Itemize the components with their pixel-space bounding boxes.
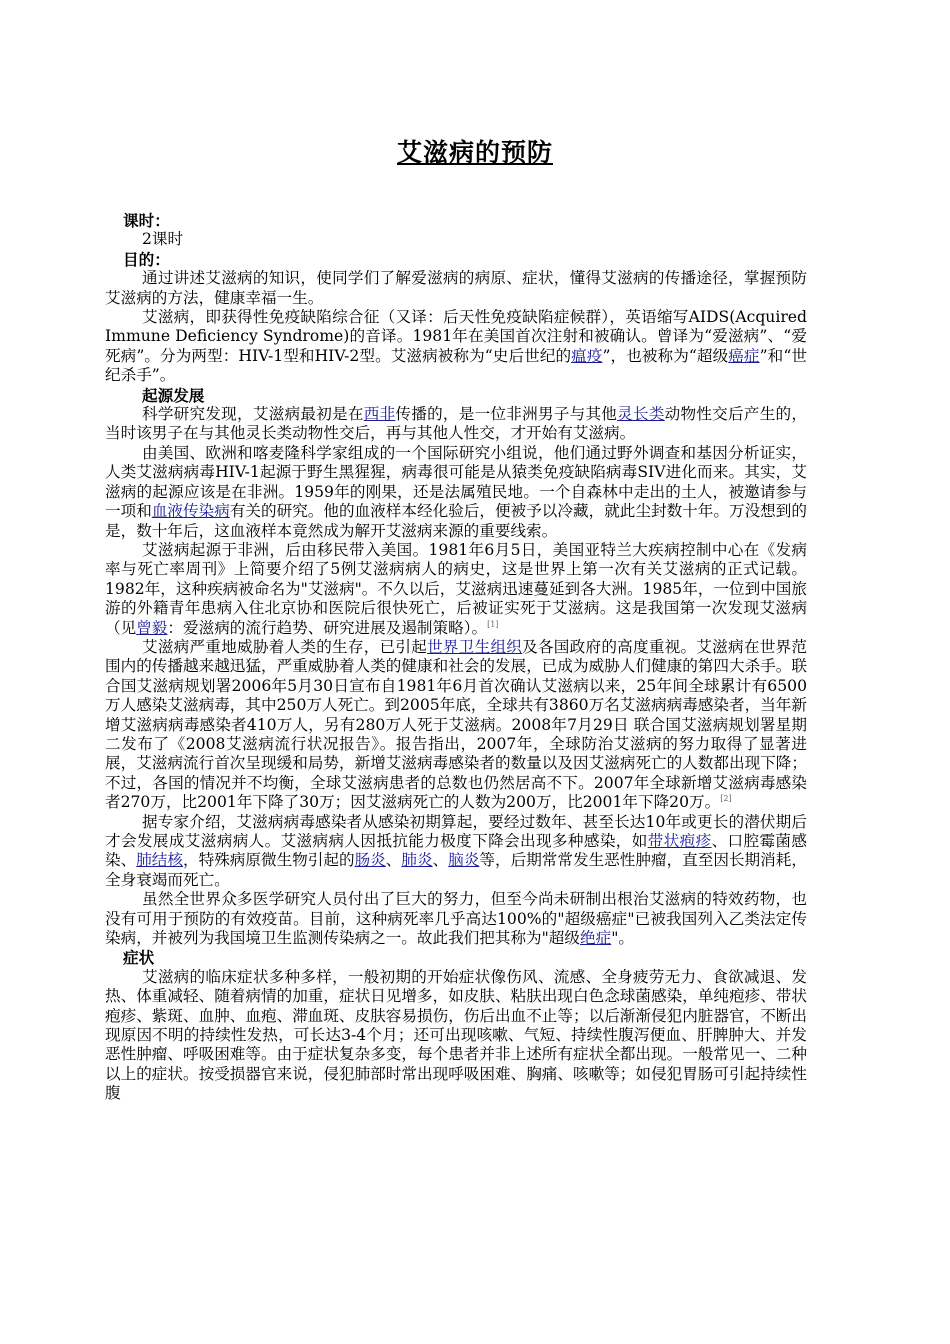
origin-paragraph-3 <box>105 541 807 638</box>
origin-paragraph-1 <box>105 405 807 444</box>
link-aizheng[interactable]: 癌症 <box>728 346 760 365</box>
origin-paragraph-5 <box>105 813 807 891</box>
origin-paragraph-4 <box>105 638 807 813</box>
origin-heading: 起源发展 <box>142 385 205 405</box>
document-body <box>105 211 807 1104</box>
link-naoyan[interactable]: 脑炎 <box>448 851 480 870</box>
mudi-paragraph: 通过讲述艾滋病的知识，使同学们了解爱滋病的病原、症状，懂得艾滋病的传播途径，掌握预防艾滋病的方法，健康幸福一生。 <box>105 269 807 307</box>
link-lingzhanglei[interactable]: 灵长类 <box>617 405 665 424</box>
link-daizhuang-paozhen[interactable]: 带状疱疹 <box>647 832 712 850</box>
origin-paragraph-6 <box>105 890 807 948</box>
link-who[interactable]: 世界卫生组织 <box>427 637 523 656</box>
link-feiyan[interactable]: 肺炎 <box>401 851 433 870</box>
text-run: 虽然全世界众多医学研究人员付出了巨大的努力，但至今尚未研制出根治艾滋病的特效药物，也没有可用于预防的有效疫苗。目前，这种病死率几乎高达100%的"超级癌症"已被我国列入乙类法定传染病，并被列为我国境卫生监测传染病之一。故此我们把其称为"超级 <box>105 890 807 948</box>
text-run: 科学研究发现，艾滋病最初是在 <box>142 405 364 424</box>
document-title: 艾滋病的预防 <box>396 138 553 167</box>
link-zengyi[interactable]: 曾毅 <box>136 618 168 637</box>
intro-paragraph <box>105 308 807 386</box>
link-wenyi[interactable]: 瘟疫 <box>571 346 603 365</box>
symptom-paragraph-1: 艾滋病的临床症状多种多样，一般初期的开始症状像伤风、流感、全身疲劳无力、食欲减退、发热、体重减轻、随着病情的加重，症状日见增多，如皮肤、粘肤出现白色念球菌感染，单纯疱疹、带状疱疹、紫斑、血肿、血疱、滞血斑、皮肤容易损伤，伤后出血不止等；以后渐渐侵犯内脏器官，不断出现原因不明的持续性发热，可长达3-4个月；还可出现咳嗽、气短、持续性腹泻便血、肝脾肿大、并发恶性肿瘤、呼吸困难等。由于症状复杂多变，每个患者并非上述所有症状全都出现。一般常见一、二种以上的症状。按受损器官来说，侵犯肺部时常出现呼吸困难、胸痛、咳嗽等；如侵犯胃肠可引起持续性腹 <box>105 967 807 1103</box>
text-run: 传播的，是一位非洲男子与其他 <box>395 405 618 424</box>
reference-1[interactable]: [1] <box>487 619 499 629</box>
mudi-heading: 目的： <box>123 249 170 269</box>
text-run: 等，后期常常发生恶性肿瘤，直至因长期消耗，全身衰竭而死亡。 <box>105 851 807 889</box>
keshi-heading: 课时： <box>123 211 170 230</box>
symptom-heading: 症状 <box>123 948 155 968</box>
text-run: "。 <box>611 929 634 948</box>
link-changyan[interactable]: 肠炎 <box>354 851 386 870</box>
text-run: 据专家介绍，艾滋病病毒感染者从感染初期算起，要经过数年、甚至长达10年或更长的潜伏期后才会发展成艾滋病病人。艾滋病病人因抵抗能力极度下降会出现多种感染，如 <box>105 812 807 850</box>
text-run: 、 <box>432 851 449 870</box>
keshi-value: 2课时 <box>142 230 184 249</box>
origin-paragraph-2 <box>105 444 807 541</box>
link-xifei[interactable]: 西非 <box>363 405 396 424</box>
text-run: 及各国政府的高度重视。艾滋病在世界范围内的传播越来越迅猛，严重威胁着人类的健康和社会的发展，已成为威胁人们健康的第四大杀手。联合国艾滋病规划署2006年5月30日宣布自1981年6月首次确认艾滋病以来，25年间全球累计有6500万人感染艾滋病毒，其中250万人死亡。到2005年底，全球共有3860万名艾滋病病毒感染者，当年新增艾滋病病毒感染者410万人，另有280万人死于艾滋病。2008年7月29日 联合国艾滋病规划署星期二发布了《2008艾滋病流行状况报告》。报告指出，2007年，全球防治艾滋病的努力取得了显著进展，艾滋病流行首次呈现缓和局势，新增艾滋病毒感染者的数量以及因艾滋病死亡的人数都出现下降；不过，各国的情况并不均衡，全球艾滋病患者的总数也仍然居高不下。2007年全球新增艾滋病毒感染者270万，比2001年下降了30万；因艾滋病死亡的人数为200万，比2001年下降20万。 <box>105 637 807 812</box>
text-run: ”和“世纪杀手”。 <box>105 346 807 385</box>
reference-2[interactable]: [2] <box>720 794 732 803</box>
text-run: 有关的研究。他的血液样本经化验后，便被予以冷藏，就此尘封数十年。万没想到的是，数十年后，这血液样本竟然成为解开艾滋病来源的重要线索。 <box>105 502 807 540</box>
text-run: ”，也被称为“超级 <box>602 346 729 365</box>
text-run: ：爱滋病的流行趋势、研究进展及遏制策略）。 <box>167 618 488 637</box>
text-run: 艾滋病，即获得性免疫缺陷综合征（又译：后天性免疫缺陷症候群），英语缩写AIDS(Acquired Immune Deficiency Syndrome)的音译。1981年在美国首次注射和被确认。曾译为“爱滋病”、“爱死病”。分为两型：HIV-1型和HIV-2型。艾滋病被称为“史后世纪的 <box>105 308 807 365</box>
link-juezheng[interactable]: 绝症 <box>580 929 612 948</box>
text-run: 动物性交后产生的，当时该男子在与其他灵长类动物性交后，再与其他人性交，才开始有艾滋病。 <box>105 405 807 443</box>
text-run: 、口腔霉菌感染、 <box>105 832 807 870</box>
text-run: 由美国、欧洲和喀麦隆科学家组成的一个国际研究小组说，他们通过野外调查和基因分析证实，人类艾滋病病毒HIV-1起源于野生黑猩猩，病毒很可能是从猿类免疫缺陷病毒SIV进化而来。其实，艾滋病的起源应该是在非洲。1959年的刚果，还是法属殖民地。一个自森林中走出的土人，被邀请参与一项和 <box>105 443 807 521</box>
text-run: 、 <box>385 851 402 870</box>
link-xueye-chuanranbing[interactable]: 血液传染病 <box>151 502 230 521</box>
text-run: ，特殊病原微生物引起的 <box>183 851 355 870</box>
text-run: 艾滋病严重地威胁着人类的生存，已引起 <box>142 637 428 656</box>
link-feijiehe[interactable]: 肺结核 <box>136 851 183 870</box>
text-run: 艾滋病起源于非洲，后由移民带入美国。1981年6月5日，美国亚特兰大疾病控制中心在《发病率与死亡率周刊》上简要介绍了5例艾滋病病人的病史，这是世界上第一次有关艾滋病的正式记载。1982年，这种疾病被命名为"艾滋病"。不久以后，艾滋病迅速蔓延到各大洲。1985年，一位到中国旅游的外籍青年患病入住北京协和医院后很快死亡，后被证实死于艾滋病。这是我国第一次发现艾滋病（见 <box>105 540 807 637</box>
